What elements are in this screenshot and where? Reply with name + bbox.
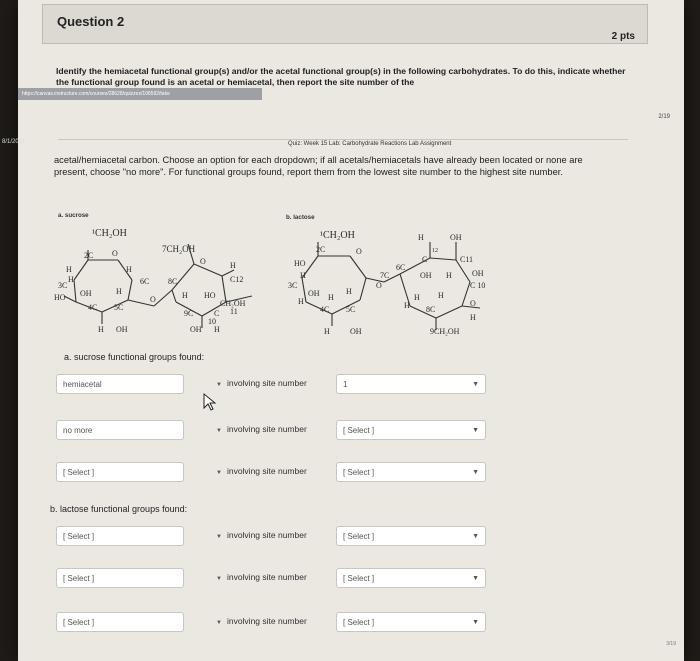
svg-text:4C: 4C [320, 305, 330, 314]
involving-label [216, 530, 307, 540]
involving-label [216, 616, 307, 626]
svg-text:OH: OH [350, 327, 362, 336]
sucrose-label: a. sucrose [58, 212, 89, 219]
svg-text:H: H [68, 275, 74, 284]
involving-label [216, 572, 307, 582]
select-value: [ Select ] [63, 532, 95, 541]
svg-text:C 10: C 10 [470, 281, 486, 290]
svg-text:9C: 9C [184, 309, 194, 318]
lactose-site-2-select[interactable] [336, 568, 486, 588]
svg-text:12: 12 [432, 248, 438, 254]
svg-text:H: H [418, 233, 424, 242]
svg-text:H: H [182, 291, 188, 300]
footer-page-counter: 3/19 [666, 641, 676, 647]
chevron-down-icon: ▼ [216, 428, 222, 434]
svg-text:H: H [328, 293, 334, 302]
svg-text:H: H [214, 325, 220, 334]
mouse-cursor-icon [202, 392, 218, 412]
divider [58, 139, 628, 140]
svg-text:OH: OH [472, 269, 484, 278]
svg-text:OH: OH [308, 289, 320, 298]
select-value: [ Select ] [343, 532, 375, 541]
lactose-site-1-select[interactable] [336, 526, 486, 546]
chevron-down-icon: ▼ [472, 427, 479, 434]
chevron-down-icon: ▼ [216, 382, 222, 388]
quiz-page [2, 0, 684, 661]
svg-text:2C: 2C [84, 251, 94, 260]
question-points: 2 pts [611, 31, 635, 42]
svg-text:H: H [66, 265, 72, 274]
section-a-heading: a. sucrose functional groups found: [64, 352, 205, 362]
select-value: no more [63, 426, 93, 435]
svg-text:OH: OH [80, 289, 92, 298]
involving-text: involving site number [226, 424, 307, 434]
print-date: 8/1/2021 [2, 139, 26, 145]
lactose-group-1-select[interactable] [56, 526, 184, 546]
svg-text:H: H [438, 291, 444, 300]
select-value: 1 [343, 380, 348, 389]
svg-text:2C: 2C [316, 245, 326, 254]
involving-text: involving site number [226, 530, 307, 540]
svg-text:H: H [230, 261, 236, 270]
svg-text:H: H [404, 301, 410, 310]
svg-text:C11: C11 [460, 255, 474, 264]
svg-text:HO: HO [204, 291, 216, 300]
svg-text:OH: OH [420, 271, 432, 280]
lactose-group-3-select[interactable] [56, 612, 184, 632]
svg-text:HO: HO [54, 293, 66, 302]
question-header [42, 4, 648, 44]
instructions: acetal/hemiacetal carbon. Choose an option for each dropdown; if all acetals/hemiacetals have already been located or none are present, choose "no more". For functional groups found, report them from the lowest site number to the highest site number. [54, 155, 583, 177]
svg-text:H: H [470, 313, 476, 322]
sucrose-structure [54, 220, 284, 335]
svg-text:11: 11 [230, 307, 238, 316]
svg-text:H: H [324, 327, 330, 336]
chevron-down-icon: ▼ [472, 533, 479, 540]
svg-text:8C: 8C [168, 277, 178, 286]
question-title: Question 2 [57, 14, 125, 29]
svg-text:H: H [346, 287, 352, 296]
svg-text:O: O [356, 247, 362, 256]
select-value: [ Select ] [343, 468, 375, 477]
svg-text:10: 10 [208, 317, 216, 326]
svg-text:7C: 7C [380, 271, 390, 280]
svg-text:¹CH₂OH: ¹CH₂OH [320, 230, 355, 241]
involving-text: involving site number [226, 572, 307, 582]
svg-text:9CH₂OH: 9CH₂OH [430, 327, 460, 336]
svg-text:H: H [446, 271, 452, 280]
chevron-down-icon: ▼ [472, 619, 479, 626]
svg-text:O: O [376, 281, 382, 290]
svg-text:OH: OH [190, 325, 202, 334]
chevron-down-icon: ▼ [216, 534, 222, 540]
svg-text:H: H [126, 265, 132, 274]
svg-text:HO: HO [294, 259, 306, 268]
involving-label [216, 378, 307, 388]
sucrose-group-3-select[interactable] [56, 462, 184, 482]
print-page-counter: 2/19 [658, 114, 670, 120]
sucrose-group-1-select[interactable] [56, 374, 184, 394]
select-value: [ Select ] [63, 618, 95, 627]
chevron-down-icon: ▼ [216, 470, 222, 476]
select-value: [ Select ] [343, 426, 375, 435]
section-b-heading: b. lactose functional groups found: [50, 504, 188, 514]
svg-text:8C: 8C [426, 305, 436, 314]
chevron-down-icon: ▼ [472, 469, 479, 476]
svg-text:6C: 6C [140, 277, 150, 286]
quiz-heading: Quiz: Week 15 Lab: Carbohydrate Reactions Lab Assignment [288, 141, 452, 147]
svg-text:OH: OH [116, 325, 128, 334]
lactose-structure [280, 222, 520, 337]
involving-label [216, 424, 307, 434]
svg-text:¹CH₂OH: ¹CH₂OH [92, 228, 127, 239]
svg-text:6C: 6C [396, 263, 406, 272]
sucrose-site-2-select[interactable] [336, 420, 486, 440]
svg-text:H: H [116, 287, 122, 296]
svg-text:7CH₂OH: 7CH₂OH [162, 244, 196, 254]
svg-text:C12: C12 [230, 275, 244, 284]
svg-text:3C: 3C [58, 281, 68, 290]
select-value: [ Select ] [63, 574, 95, 583]
svg-text:C: C [422, 255, 428, 264]
svg-text:O: O [112, 249, 118, 258]
lactose-label: b. lactose [286, 214, 315, 221]
involving-text: involving site number [226, 616, 307, 626]
chevron-down-icon: ▼ [216, 576, 222, 582]
select-value: [ Select ] [63, 468, 95, 477]
chevron-down-icon: ▼ [472, 381, 479, 388]
svg-text:O: O [470, 299, 476, 308]
svg-text:CH₂OH: CH₂OH [220, 299, 246, 308]
select-value: [ Select ] [343, 618, 375, 627]
svg-text:H: H [298, 297, 304, 306]
involving-text: involving site number [226, 378, 307, 388]
select-value: [ Select ] [343, 574, 375, 583]
question-prompt: Identify the hemiacetal functional group(s) and/or the acetal functional group(s) in the following carbohydrates. To do this, indicate whether the functional group found is an acetal or hemiacetal, then report the site number of the [56, 66, 626, 87]
print-url: https://canvas.instructure.com/courses/28628/quizzes/106592/take [18, 88, 262, 100]
involving-text: involving site number [226, 466, 307, 476]
chevron-down-icon: ▼ [472, 575, 479, 582]
lactose-group-2-select[interactable] [56, 568, 184, 588]
svg-text:OH: OH [450, 233, 462, 242]
svg-text:H: H [414, 293, 420, 302]
lactose-site-3-select[interactable] [336, 612, 486, 632]
svg-text:3C: 3C [288, 281, 298, 290]
sucrose-site-3-select[interactable] [336, 462, 486, 482]
chevron-down-icon: ▼ [216, 620, 222, 626]
svg-text:5C: 5C [114, 303, 124, 312]
svg-text:5C: 5C [346, 305, 356, 314]
svg-text:H: H [98, 325, 104, 334]
select-value: hemiacetal [63, 380, 102, 389]
svg-text:O: O [200, 257, 206, 266]
sucrose-site-1-select[interactable] [336, 374, 486, 394]
svg-text:O: O [150, 295, 156, 304]
sucrose-group-2-select[interactable] [56, 420, 184, 440]
svg-text:H: H [300, 271, 306, 280]
svg-text:C: C [214, 309, 220, 318]
svg-text:4C: 4C [88, 303, 98, 312]
involving-label [216, 466, 307, 476]
